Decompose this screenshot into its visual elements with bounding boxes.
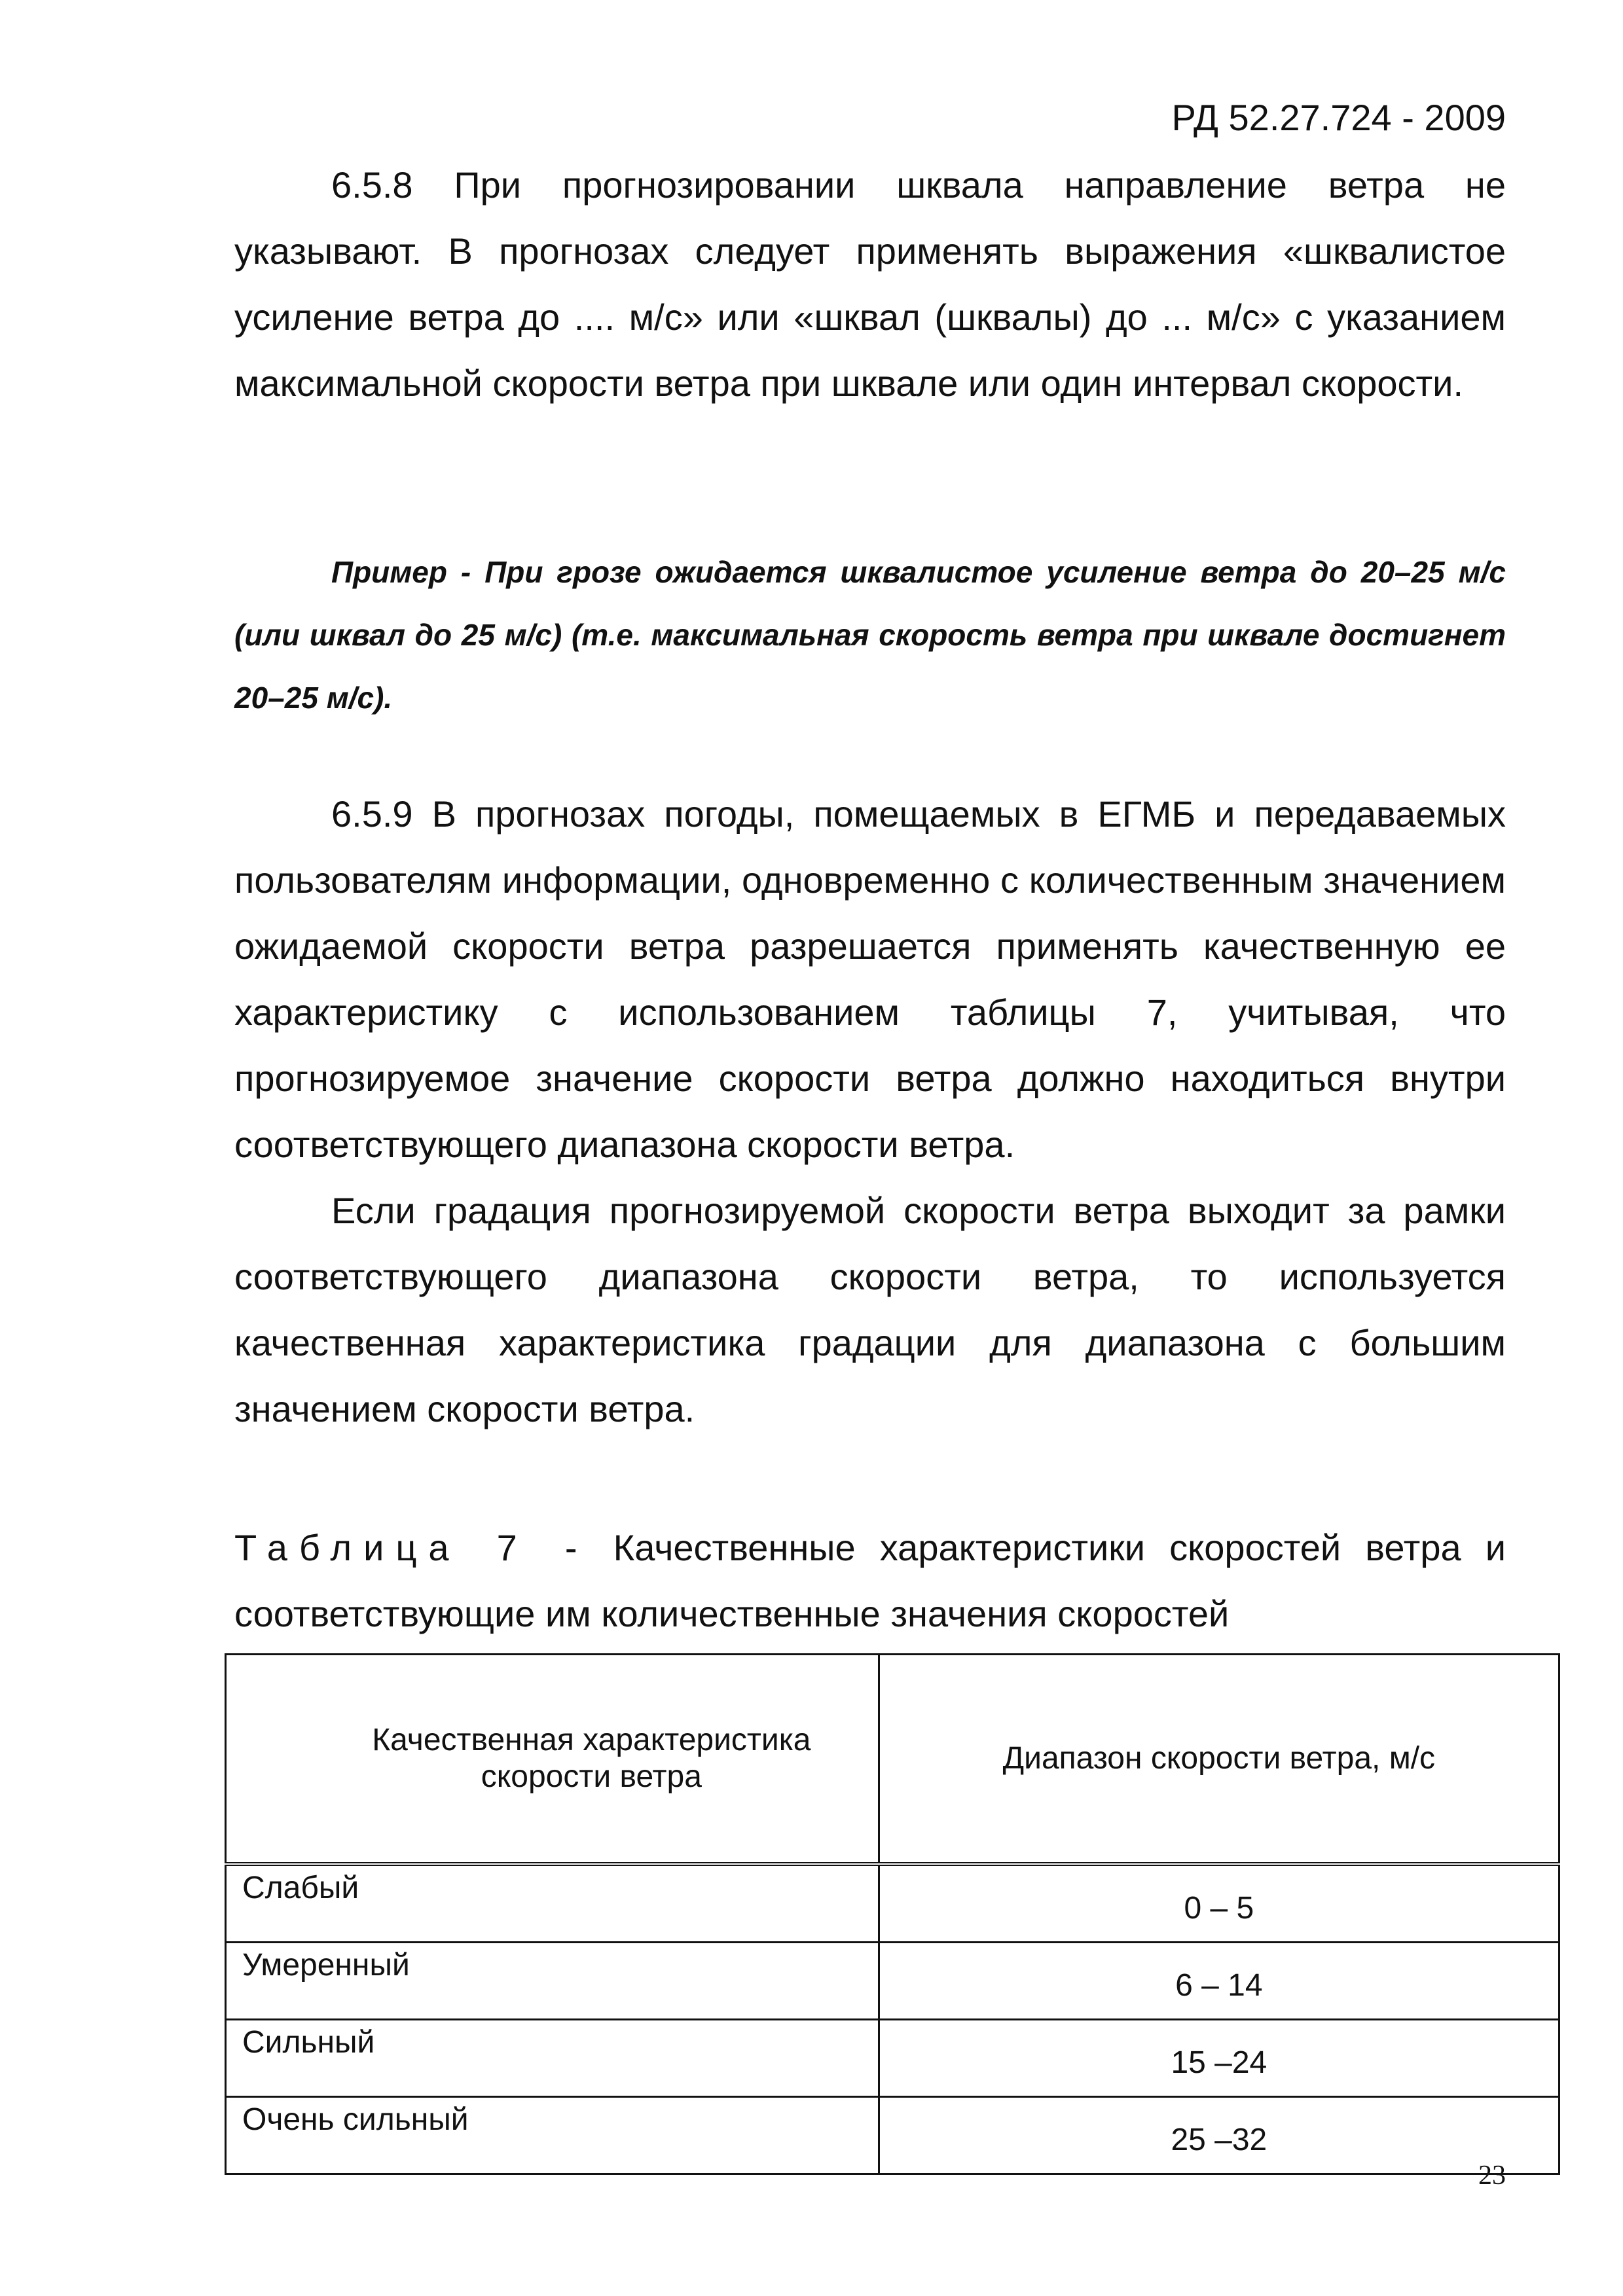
row-range-cell: 6 – 14 [879, 1943, 1559, 2020]
header-qualitative-characteristic [226, 1655, 879, 1865]
header-col1-text: Качественная характеристика скорости ветра [372, 1723, 811, 1794]
paragraph-gradation-rule: Если градация прогнозируемой скорости ветра выходит за рамки соответствующего диапазона скорости ветра, то используется качественная характеристика градации для диапазона с большим значением скорости ветра. [234, 1190, 1506, 1429]
document-code-header: РД 52.27.724 - 2009 [1171, 97, 1506, 138]
table-row [226, 1864, 1559, 1943]
header-speed-range [879, 1655, 1559, 1865]
page-number: 23 [1478, 2161, 1506, 2191]
table-row [226, 2020, 1559, 2097]
paragraph-6-5-8: 6.5.8 При прогнозировании шквала направление ветра не указывают. В прогнозах следует применять выражения «шквалистое усиление ветра до .... м/с» или «шквал (шквалы) до ... м/с» с указанием максимальной скорости ветра при шквале или один интервал скорости. [234, 164, 1506, 404]
row-name-cell: Очень сильный [226, 2097, 879, 2174]
row-range-cell: 25 –32 [879, 2097, 1559, 2174]
row-name-cell: Слабый [226, 1864, 879, 1943]
table-label: Таблица 7 - [234, 1527, 589, 1568]
example-note: Пример - При грозе ожидается шквалистое усиление ветра до 20–25 м/с (или шквал до 25 м/с) (т.е. максимальная скорость ветра при шквале достигнет 20–25 м/с). [234, 555, 1506, 715]
row-range-cell: 0 – 5 [879, 1864, 1559, 1943]
wind-speed-table [225, 1653, 1560, 2175]
table-caption [234, 1515, 1506, 1647]
table-row [226, 2097, 1559, 2174]
row-range-cell: 15 –24 [879, 2020, 1559, 2097]
header-col2-text: Диапазон скорости ветра, м/с [1002, 1741, 1436, 1776]
table-row [226, 1943, 1559, 2020]
paragraph-6-5-9: 6.5.9 В прогнозах погоды, помещаемых в ЕГМБ и передаваемых пользователям информации, одновременно с количественным значением ожидаемой скорости ветра разрешается применять качественную ее характеристику с использованием таблицы 7, учитывая, что прогнозируемое значение скорости ветра должно находиться внутри соответствующего диапазона скорости ветра. [234, 793, 1506, 1165]
row-name-cell: Сильный [226, 2020, 879, 2097]
row-name-cell: Умеренный [226, 1943, 879, 2020]
table-caption-text: Качественные характеристики скоростей ветра и соответствующие им количественные значения скоростей [234, 1527, 1506, 1634]
table-header-row [226, 1655, 1559, 1865]
